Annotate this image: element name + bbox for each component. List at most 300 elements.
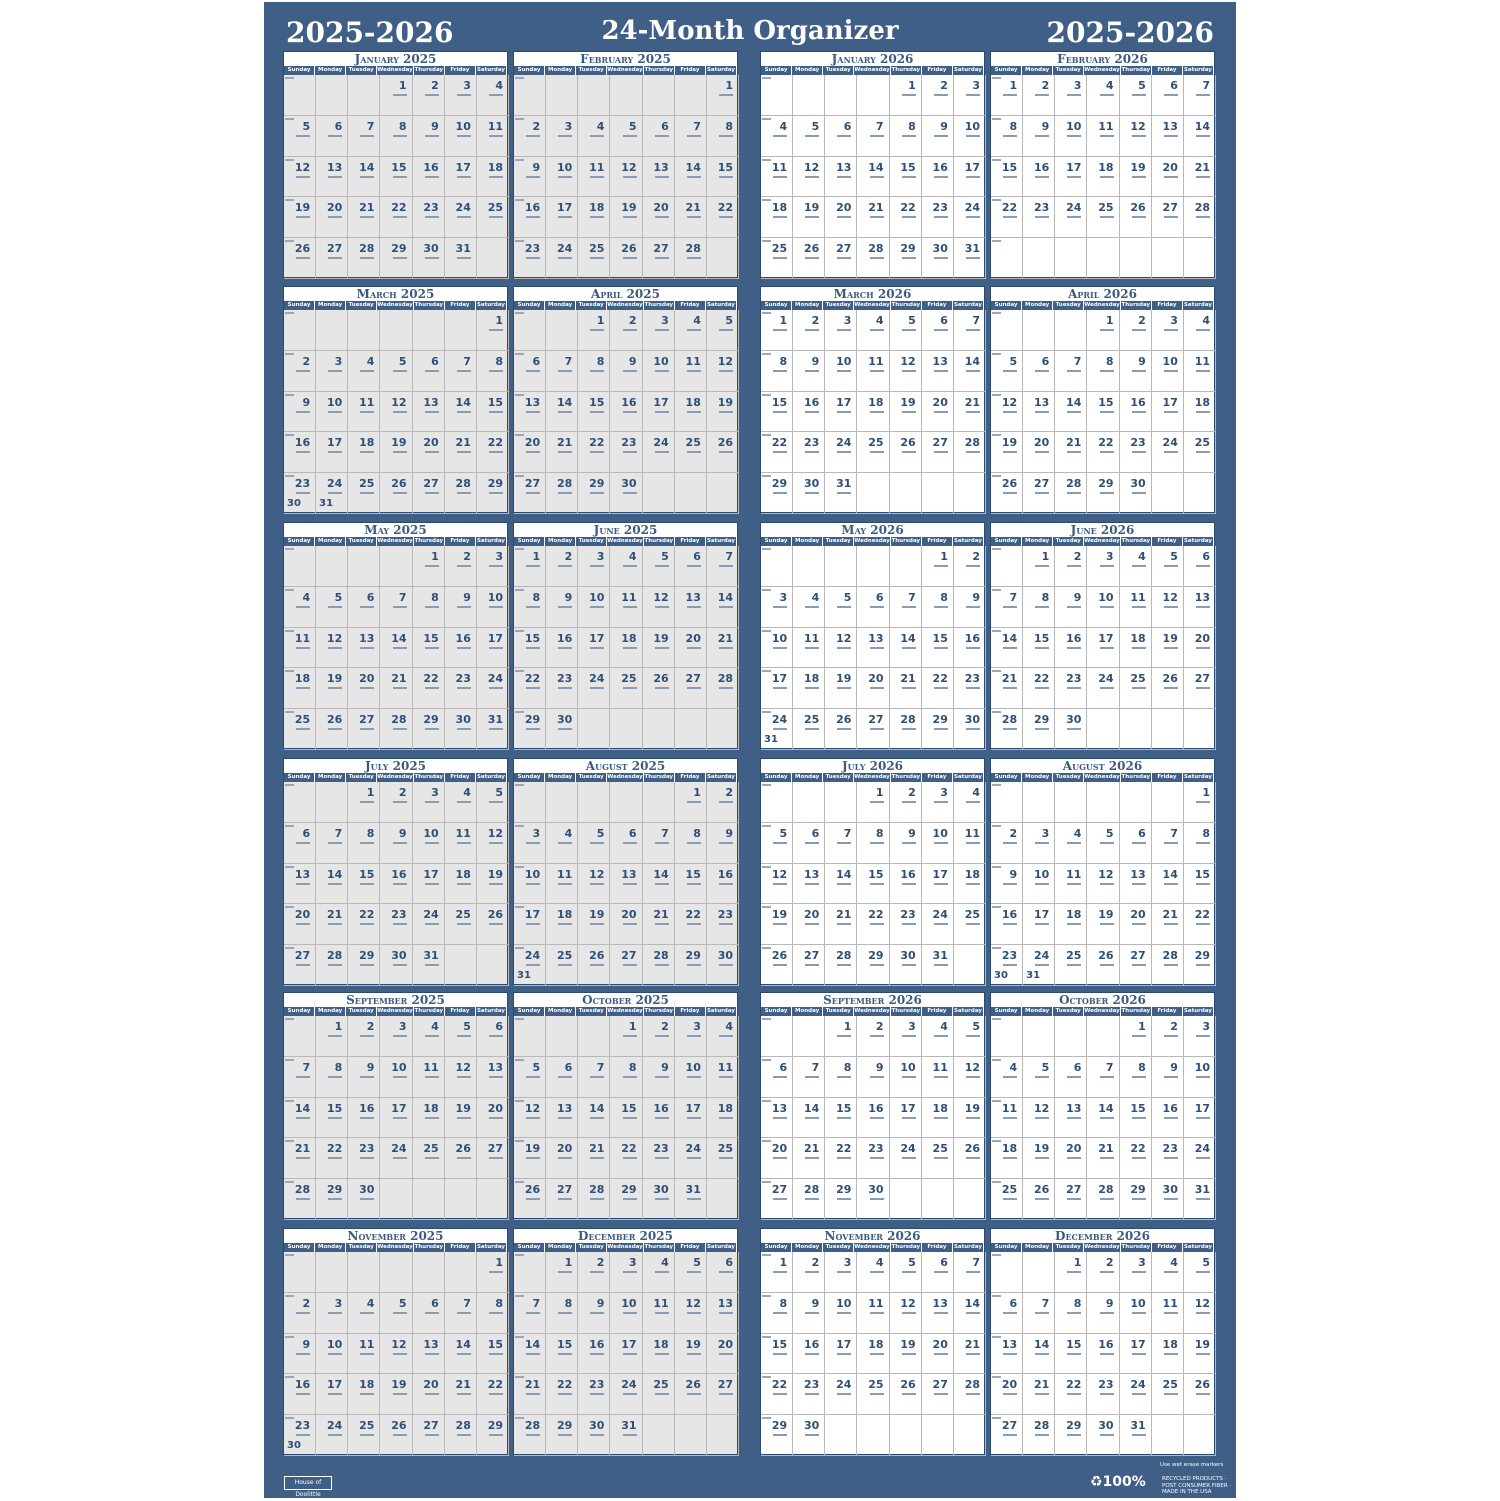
day-cell[interactable] [546,1016,578,1057]
day-count-label [425,1076,439,1078]
day-cell[interactable] [546,782,578,823]
day-count-label [1003,135,1017,137]
day-number: 11 [423,1060,439,1074]
day-cell[interactable] [890,473,922,514]
day-count-label [558,647,572,649]
day-cell[interactable] [380,310,412,351]
day-cell[interactable] [1055,782,1087,823]
day-number: 29 [868,949,884,963]
day-number: 28 [1033,1419,1050,1433]
day-cell[interactable] [991,782,1023,823]
day-count-label [773,1198,787,1200]
day-count-label [687,606,701,608]
day-count-label [623,1393,637,1395]
weekday-label: Monday [315,537,346,546]
day-number: 13 [932,1296,948,1310]
month-panel [760,286,985,513]
day-cell[interactable] [1120,709,1152,750]
month-title: January 2026 [761,52,984,66]
day-cell[interactable] [284,1016,316,1057]
day-count-label [360,1393,374,1395]
day-cell[interactable] [793,782,825,823]
day-cell[interactable] [643,473,675,514]
day-count-label [590,964,604,966]
day-number: 2 [725,786,733,799]
day-cell[interactable] [1055,238,1087,279]
day-number: 2 [431,79,439,92]
day-count-label [393,687,407,689]
day-number: 21 [1098,1142,1114,1156]
day-number: 20 [1066,1142,1082,1156]
day-cell[interactable] [1152,782,1184,823]
day-number: 6 [843,119,852,133]
day-cell[interactable] [348,1252,380,1293]
day-number: 30 [868,1183,884,1197]
day-cell[interactable] [707,473,739,514]
weekday-label: Saturday [1183,301,1214,310]
day-number: 3 [661,314,669,327]
day-count-label [558,728,572,730]
day-count-label [393,606,407,608]
day-cell[interactable] [316,1252,348,1293]
day-count-label [687,565,701,567]
day-cell[interactable] [284,782,316,823]
day-number: 22 [771,436,788,450]
day-cell[interactable] [445,310,477,351]
day-cell[interactable] [890,1415,922,1456]
day-cell[interactable] [445,1179,477,1220]
day-number: 3 [940,786,948,799]
day-number: 10 [326,395,343,409]
day-number: 16 [1066,631,1082,645]
day-number: 26 [836,713,852,727]
day-cell[interactable] [284,546,316,587]
day-count-label [425,176,439,178]
day-cell[interactable] [675,473,707,514]
day-cell[interactable] [1152,1415,1184,1456]
day-cell[interactable] [761,75,793,116]
day-cell[interactable] [380,1252,412,1293]
day-count-label [296,606,310,608]
day-number: 5 [398,354,407,368]
day-cell[interactable] [890,546,922,587]
day-cell[interactable] [477,945,509,986]
day-cell[interactable] [1152,473,1184,514]
day-count-label [393,1393,407,1395]
day-cell[interactable] [546,310,578,351]
week-marker [992,670,1001,672]
day-number: 31 [1130,1419,1146,1433]
day-number: 9 [1138,354,1146,368]
day-cell[interactable] [793,1016,825,1057]
week-marker [762,784,771,786]
day-cell[interactable] [1087,1016,1119,1057]
day-number: 3 [628,1256,637,1269]
weekday-label: Saturday [953,66,984,75]
day-cell[interactable] [477,238,509,279]
day-number: 23 [294,477,311,491]
weekday-label: Sunday [514,537,545,546]
day-cell[interactable] [578,75,610,116]
day-count-label [360,1157,374,1159]
day-count-label [1132,923,1146,925]
day-cell[interactable] [922,1179,954,1220]
day-number: 25 [1162,1378,1178,1392]
day-cell[interactable] [1152,238,1184,279]
day-number: 8 [843,1060,852,1074]
day-count-label [425,492,439,494]
day-count-label [590,1393,604,1395]
day-number: 3 [693,1020,701,1033]
day-number: 31 [964,242,980,256]
day-cell[interactable] [1023,1016,1055,1057]
day-cell[interactable] [675,75,707,116]
day-number: 20 [556,1142,573,1156]
day-number: 18 [1098,160,1114,174]
day-cell[interactable] [643,75,675,116]
day-count-label [296,1157,310,1159]
month-title: August 2026 [991,759,1214,773]
day-cell[interactable] [578,1016,610,1057]
weekday-label: Sunday [991,66,1022,75]
day-number: 24 [589,672,605,686]
day-cell[interactable] [316,546,348,587]
day-cell[interactable] [991,310,1023,351]
day-count-label [623,411,637,413]
day-cell[interactable] [991,1252,1023,1293]
day-number: 29 [487,477,503,491]
day-number: 17 [685,1101,701,1115]
day-number: 5 [1009,354,1018,368]
day-number: 6 [875,590,884,604]
week-marker [762,1254,771,1256]
weekday-header [284,773,507,782]
day-number: 19 [1001,436,1018,450]
day-cell[interactable] [991,238,1023,279]
day-number: 23 [423,201,439,215]
day-cell[interactable] [954,1179,986,1220]
day-number: 8 [1041,590,1050,604]
day-number: 25 [359,1419,375,1433]
day-count-label [837,842,851,844]
week-marker [992,394,1001,396]
day-cell[interactable] [1087,709,1119,750]
day-number: 6 [532,354,541,368]
day-count-label [360,801,374,803]
day-cell[interactable] [991,1016,1023,1057]
day-cell[interactable] [610,709,642,750]
day-number: 27 [359,713,375,727]
day-number: 14 [1066,395,1082,409]
day-number: 12 [964,1060,980,1074]
day-count-label [966,842,980,844]
day-cell[interactable] [1087,238,1119,279]
day-number: 11 [868,1296,884,1310]
day-number: 31 [517,970,531,981]
day-count-label [1035,370,1049,372]
day-number: 23 [391,908,407,922]
day-cell[interactable] [1120,782,1152,823]
day-cell[interactable] [954,1415,986,1456]
day-cell[interactable] [954,473,986,514]
week-marker [515,947,524,949]
day-cell[interactable] [610,75,642,116]
day-number: 25 [653,1378,669,1392]
day-count-label [1067,1434,1081,1436]
day-cell[interactable] [857,546,889,587]
day-cell[interactable] [793,75,825,116]
day-number: 5 [972,1020,980,1033]
day-number: 7 [661,826,669,840]
day-count-label [870,1271,884,1273]
day-count-label [655,687,669,689]
day-cell[interactable] [857,1415,889,1456]
day-cell[interactable] [1120,238,1152,279]
day-cell[interactable] [1087,782,1119,823]
week-marker [762,670,771,672]
day-cell[interactable] [610,782,642,823]
day-cell[interactable] [643,709,675,750]
day-cell[interactable] [857,473,889,514]
day-cell[interactable] [922,473,954,514]
day-cell[interactable] [578,709,610,750]
day-count-label [773,923,787,925]
day-number: 26 [621,242,637,256]
day-cell[interactable] [413,1252,445,1293]
day-cell[interactable] [825,546,857,587]
day-cell[interactable] [761,1016,793,1057]
day-cell[interactable] [284,1252,316,1293]
day-number: 31 [836,477,852,491]
day-cell[interactable] [1184,473,1216,514]
day-count-label [328,687,342,689]
day-cell[interactable] [825,75,857,116]
weekday-label: Monday [315,66,346,75]
day-cell[interactable] [643,782,675,823]
day-count-label [1003,216,1017,218]
day-cell[interactable] [284,310,316,351]
day-count-label [1100,883,1114,885]
day-cell[interactable] [546,75,578,116]
day-number: 2 [1170,1020,1178,1033]
day-count-label [1035,176,1049,178]
day-number: 3 [532,826,541,840]
day-number: 23 [803,436,820,450]
day-count-label [902,94,916,96]
day-cell[interactable] [707,1179,739,1220]
day-cell[interactable] [675,709,707,750]
day-number: 6 [940,314,948,327]
day-cell[interactable] [991,546,1023,587]
day-cell[interactable] [825,1415,857,1456]
day-number: 25 [1098,201,1114,215]
day-cell[interactable] [954,945,986,986]
day-cell[interactable] [1184,709,1216,750]
weekday-label: Saturday [476,537,507,546]
day-cell[interactable] [1152,709,1184,750]
day-cell[interactable] [1184,1415,1216,1456]
day-count-label [393,1157,407,1159]
day-count-label [934,94,948,96]
month-title: July 2025 [284,759,507,773]
day-count-label [393,216,407,218]
day-number: 5 [532,1060,541,1074]
day-number: 21 [900,672,916,686]
day-cell[interactable] [514,782,546,823]
day-number: 11 [556,867,573,881]
day-count-label [623,492,637,494]
day-cell[interactable] [825,782,857,823]
day-count-label [558,964,572,966]
day-grid [284,75,507,277]
day-count-label [1067,370,1081,372]
day-cell[interactable] [477,1179,509,1220]
day-cell[interactable] [1023,238,1055,279]
day-cell[interactable] [643,1415,675,1456]
day-cell[interactable] [707,1415,739,1456]
day-cell[interactable] [514,75,546,116]
day-number: 22 [391,201,407,215]
day-number: 24 [423,908,439,922]
day-cell[interactable] [1055,1016,1087,1057]
day-cell[interactable] [514,1252,546,1293]
day-grid [991,1016,1214,1218]
weekday-label: Wednesday [607,538,643,544]
day-cell[interactable] [348,75,380,116]
day-number: 27 [836,242,852,256]
month-panel [513,51,738,278]
day-cell[interactable] [514,310,546,351]
month-panel [513,522,738,749]
day-cell[interactable] [922,1415,954,1456]
day-cell[interactable] [1023,310,1055,351]
day-count-label [296,1393,310,1395]
day-count-label [425,257,439,259]
day-count-label [1100,1157,1114,1159]
day-count-label [1035,842,1049,844]
day-number: 26 [685,1378,701,1392]
day-cell[interactable] [857,75,889,116]
day-number: 1 [628,1020,637,1033]
day-cell[interactable] [316,310,348,351]
day-count-label [623,1117,637,1119]
day-cell[interactable] [284,75,316,116]
day-count-label [489,1353,503,1355]
day-number: 10 [589,590,605,604]
day-cell[interactable] [890,1179,922,1220]
day-number: 26 [1130,201,1146,215]
day-number: 29 [391,242,407,256]
day-count-label [837,1076,851,1078]
day-number: 24 [391,1142,407,1156]
day-cell[interactable] [380,546,412,587]
week-marker [992,1140,1001,1142]
day-cell[interactable] [578,782,610,823]
day-cell[interactable] [761,546,793,587]
day-cell[interactable] [445,1252,477,1293]
day-number: 8 [693,826,701,840]
day-cell[interactable] [316,782,348,823]
day-count-label [1003,1393,1017,1395]
day-count-label [590,1157,604,1159]
day-count-label [296,135,310,137]
day-number: 8 [564,1296,573,1310]
day-number: 11 [868,354,884,368]
day-cell[interactable] [675,1415,707,1456]
day-number: 26 [391,477,407,491]
day-count-label [719,606,733,608]
day-number: 29 [359,949,375,963]
day-count-label [719,1117,733,1119]
day-count-label [902,257,916,259]
day-count-label [425,135,439,137]
day-number: 10 [487,590,503,604]
day-number: 26 [487,908,503,922]
day-number: 14 [326,867,343,881]
day-cell[interactable] [514,1016,546,1057]
day-count-label [934,842,948,844]
day-number: 6 [564,1060,573,1074]
week-marker [992,906,1001,908]
day-cell[interactable] [445,945,477,986]
day-cell[interactable] [1023,1252,1055,1293]
day-number: 20 [1130,908,1146,922]
day-number: 23 [1066,672,1082,686]
day-cell[interactable] [1184,238,1216,279]
day-count-label [1196,1393,1210,1395]
day-number: 25 [359,477,375,491]
day-count-label [719,1312,733,1314]
day-count-label [934,1035,948,1037]
day-cell[interactable] [380,1179,412,1220]
day-count-label [966,801,980,803]
day-count-label [1196,1157,1210,1159]
week-marker [992,118,1001,120]
day-cell[interactable] [316,75,348,116]
day-cell[interactable] [707,238,739,279]
day-cell[interactable] [413,1179,445,1220]
day-cell[interactable] [761,782,793,823]
weekday-label: Monday [545,1007,576,1016]
week-marker [762,947,771,949]
week-marker [992,548,1001,550]
day-count-label [558,1312,572,1314]
day-number: 6 [1202,550,1210,563]
day-number: 16 [803,395,820,409]
weekday-label: Monday [545,537,576,546]
day-cell[interactable] [413,310,445,351]
day-number: 2 [628,314,637,327]
day-count-label [719,883,733,885]
day-cell[interactable] [707,709,739,750]
day-count-label [360,842,374,844]
weekday-label: Sunday [514,773,545,782]
day-count-label [393,411,407,413]
weekday-label: Sunday [284,773,315,782]
weekday-label: Wednesday [854,774,890,780]
day-count-label [489,647,503,649]
day-cell[interactable] [1055,310,1087,351]
day-number: 30 [1162,1183,1178,1197]
day-cell[interactable] [348,546,380,587]
day-count-label [773,176,787,178]
day-count-label [773,216,787,218]
day-cell[interactable] [1023,782,1055,823]
weekday-label: Tuesday [576,301,607,310]
day-cell[interactable] [348,310,380,351]
day-number: 24 [1098,672,1114,686]
day-cell[interactable] [793,546,825,587]
